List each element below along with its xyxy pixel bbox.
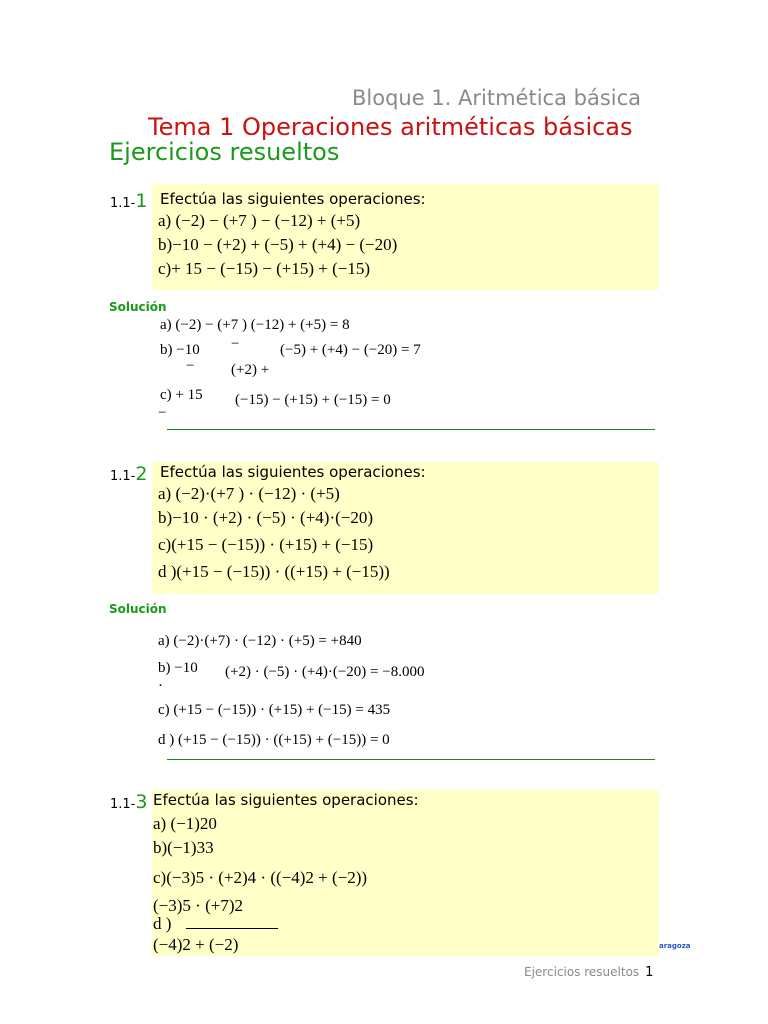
solution-1-divider: [167, 429, 655, 430]
block-title: Bloque 1. Aritmética básica: [352, 86, 642, 110]
solution-1-line-b-tail: (+2) +: [231, 362, 270, 378]
solution-2-label: Solución: [109, 602, 167, 616]
exercise-3-prompt: Efectúa las siguientes operaciones:: [153, 791, 419, 809]
solution-2-line-a: a) (−2)·(+7) · (−12) · (+5) = +840: [158, 633, 362, 649]
solution-1-line-c-lead: c) + 15: [160, 387, 203, 403]
solution-1-label: Solución: [109, 300, 167, 314]
solution-1-line-c-minus: −: [158, 405, 167, 421]
exercise-3-line-c: c)(−3)5 · (+2)4 · ((−4)2 + (−2)): [153, 868, 368, 887]
solution-2-line-d: d ) (+15 − (−15)) · ((+15) + (−15)) = 0: [158, 732, 390, 748]
exercise-2-line-b: b)−10 · (+2) · (−5) · (+4)·(−20): [158, 508, 374, 527]
exercise-3-line-d-numerator: (−3)5 · (+7)2: [153, 896, 243, 915]
exercise-2-line-a: a) (−2)·(+7 ) · (−12) · (+5): [158, 484, 340, 503]
solution-1-line-b-lead: b) −10: [160, 342, 200, 358]
exercise-1-line-a: a) (−2) − (+7 ) − (−12) + (+5): [158, 211, 361, 230]
exercise-1-prompt: Efectúa las siguientes operaciones:: [160, 190, 426, 208]
solution-1-line-b-rest: (−5) + (+4) − (−20) = 7: [280, 342, 421, 358]
page-number: 1: [645, 965, 654, 980]
solution-1-line-a: a) (−2) − (+7 ) (−12) + (+5) = 8: [160, 317, 350, 333]
solution-2-line-b-dot: ·: [158, 678, 163, 694]
exercise-3-line-b: b)(−1)33: [153, 838, 214, 857]
exercise-3-line-d-label: d ): [153, 914, 172, 933]
exercise-2-prompt: Efectúa las siguientes operaciones:: [160, 463, 426, 481]
topic-title: Tema 1 Operaciones aritméticas básicas: [148, 113, 633, 141]
exercise-1-line-b: b)−10 − (+2) + (−5) + (+4) − (−20): [158, 235, 398, 254]
exercise-3-line-a: a) (−1)20: [153, 814, 217, 833]
exercise-1-number: 1.1-1: [110, 190, 148, 212]
exercise-3-fraction-bar: [186, 928, 278, 929]
page-footer: [524, 965, 653, 980]
exercise-1-line-c: c)+ 15 − (−15) − (+15) + (−15): [158, 259, 371, 278]
solution-2-line-b-rest: (+2) · (−5) · (+4)·(−20) = −8.000: [225, 664, 425, 680]
footer-label: Ejercicios resueltos: [524, 965, 640, 979]
solution-2-line-b-lead: b) −10: [158, 660, 198, 676]
section-subtitle: Ejercicios resueltos: [109, 138, 340, 166]
watermark-text: aragoza: [659, 942, 691, 950]
solution-1-line-c-rest: (−15) − (+15) + (−15) = 0: [235, 392, 391, 408]
solution-1-line-b-minus-2: −: [186, 358, 195, 374]
exercise-3-line-d-denominator: (−4)2 + (−2): [153, 935, 239, 954]
solution-2-line-c: c) (+15 − (−15)) · (+15) + (−15) = 435: [158, 702, 391, 718]
solution-2-divider: [167, 759, 655, 760]
exercise-3-number: 1.1-3: [110, 791, 148, 813]
exercise-2-line-d: d )(+15 − (−15)) · ((+15) + (−15)): [158, 562, 390, 581]
exercise-2-line-c: c)(+15 − (−15)) · (+15) + (−15): [158, 535, 374, 554]
solution-1-line-b-minus-1: −: [231, 336, 240, 352]
exercise-2-number: 1.1-2: [110, 463, 148, 485]
